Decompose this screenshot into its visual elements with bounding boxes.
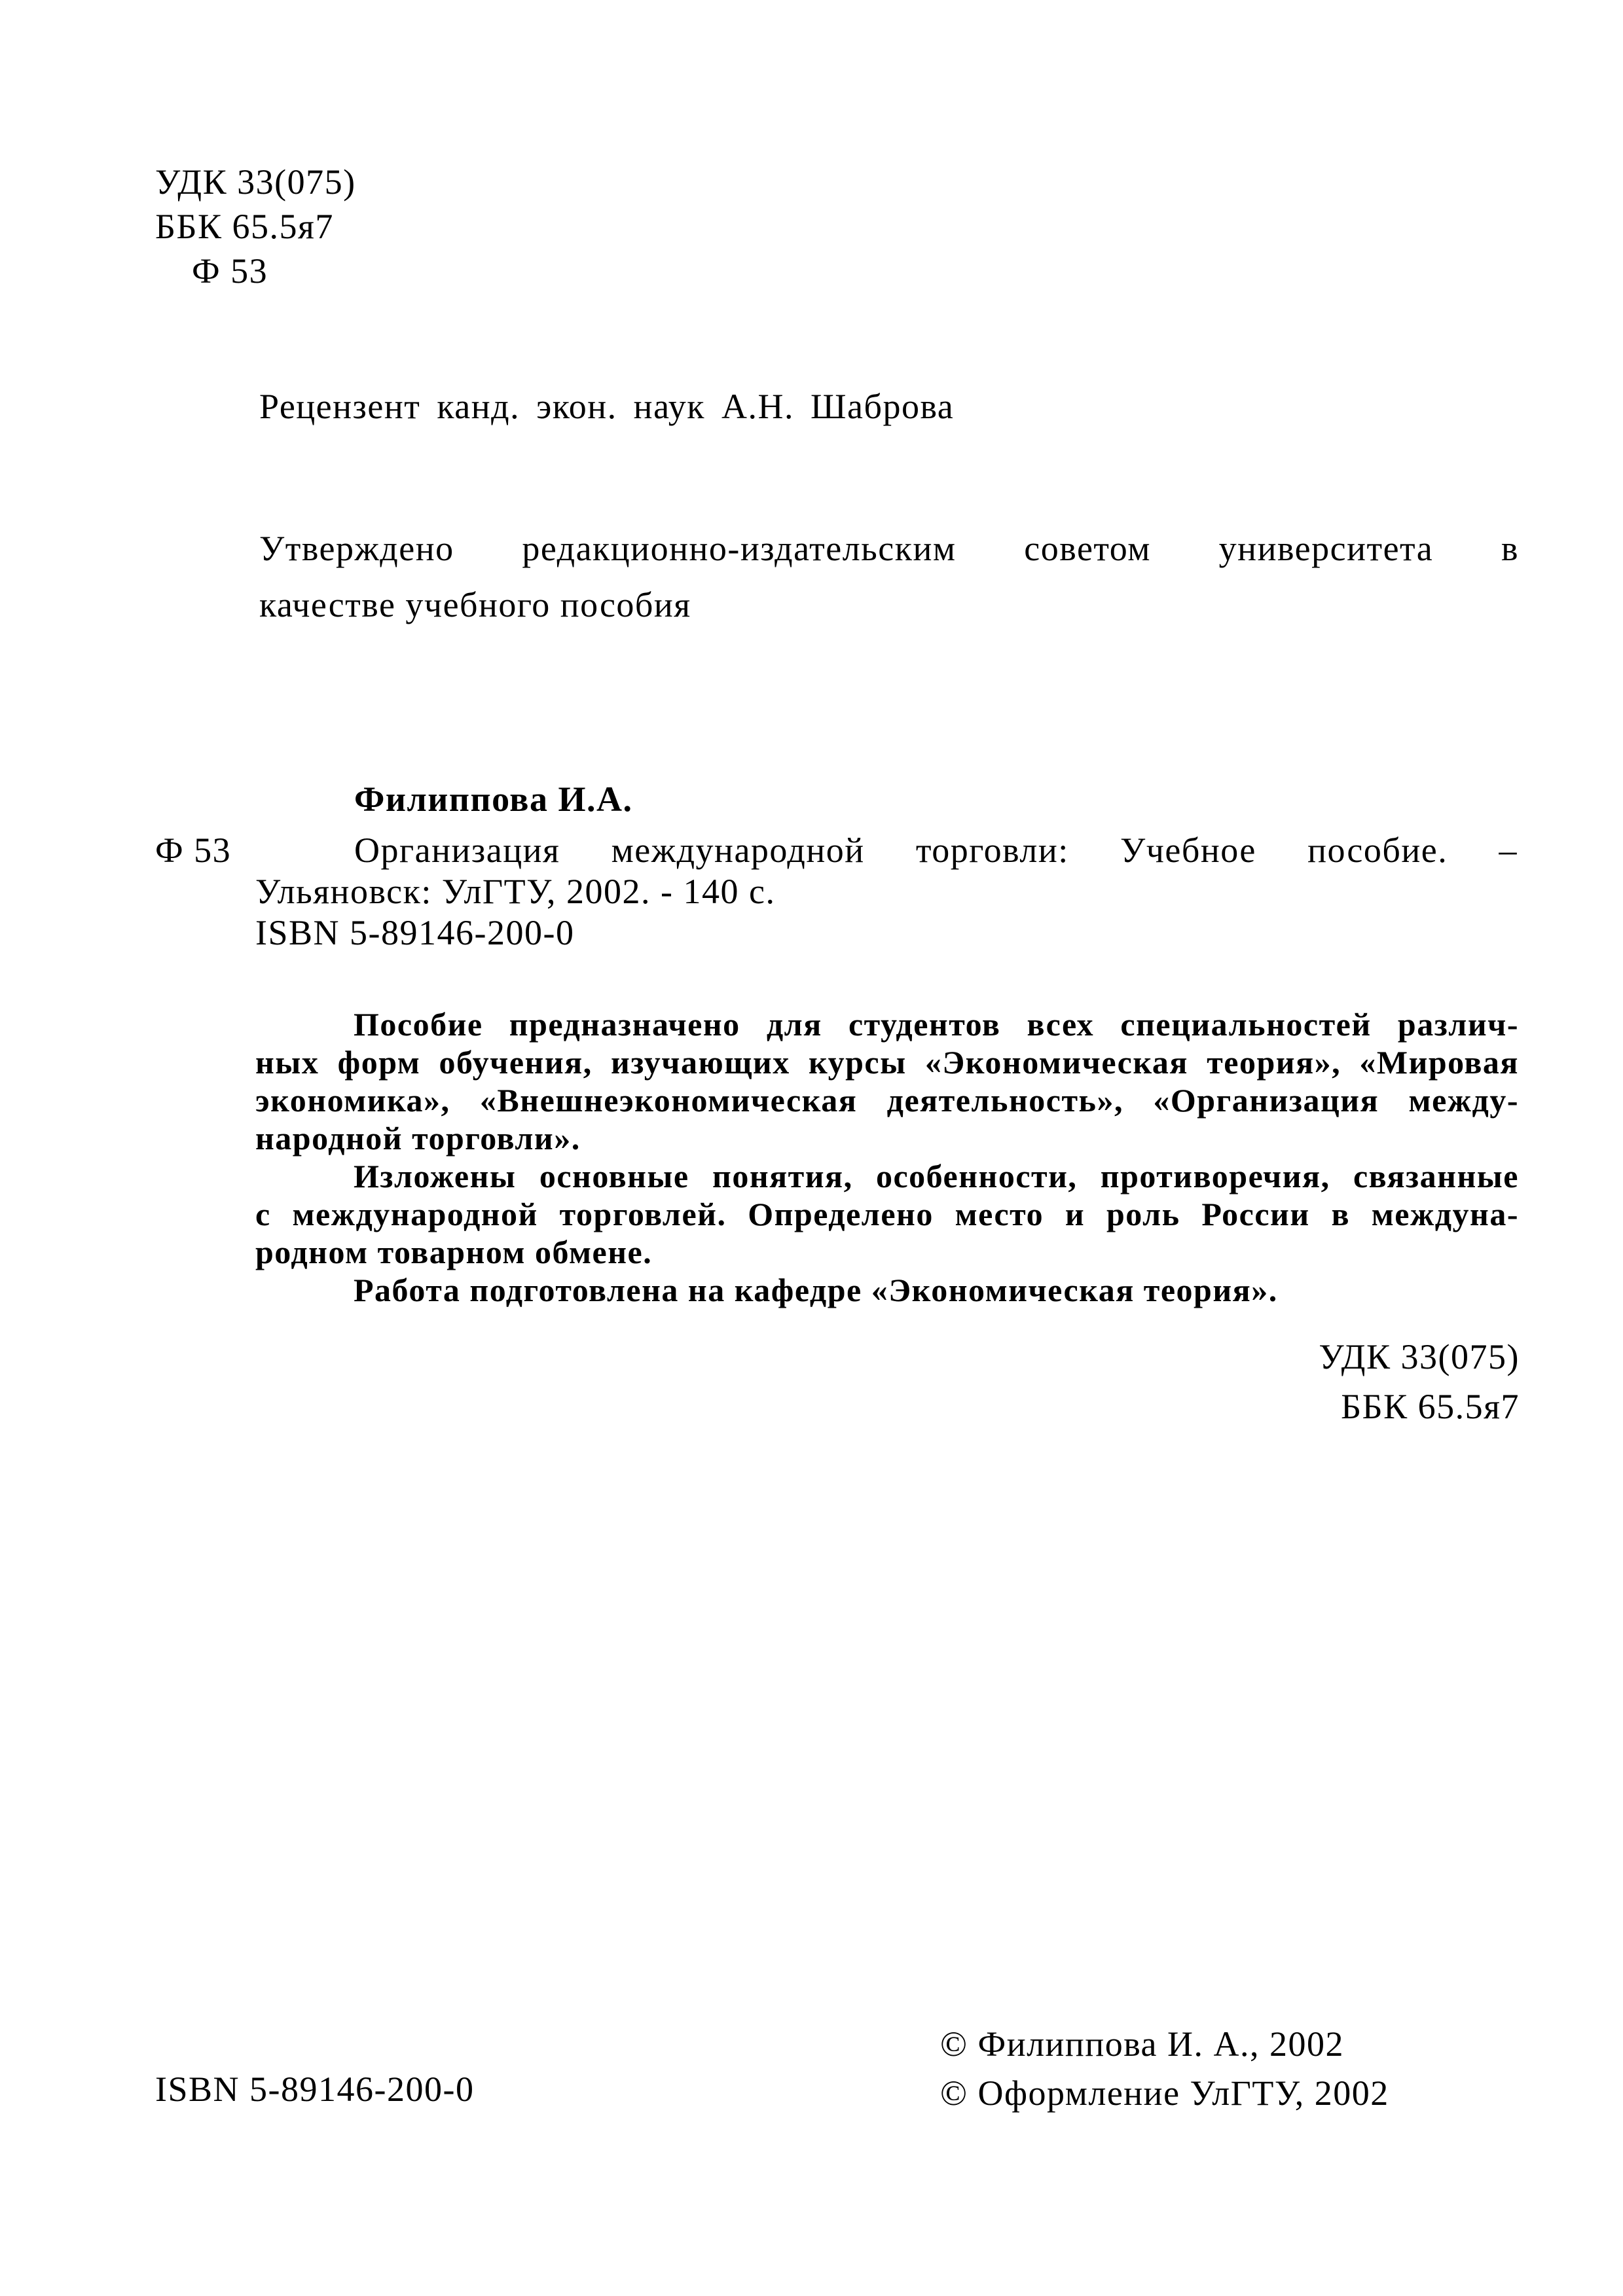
author-sign-top: Ф 53 [192,251,268,291]
approval-block [259,520,1519,633]
biblio-isbn: ISBN 5-89146-200-0 [255,913,575,952]
footer-isbn: ISBN 5-89146-200-0 [155,2070,475,2109]
biblio-author: Филиппова И.А. [354,780,633,819]
annotation-line: Изложены основные понятия, особенности, противоречия, связанные [354,1158,1519,1194]
copyright-block [940,2020,1389,2118]
biblio-title-line-1: Организация международной торговли: Учебное пособие. – [354,831,1518,870]
classification-block-top [155,160,356,293]
annotation-line: народной торговли». [255,1120,581,1157]
annotation-line: ных форм обучения, изучающих курсы «Экономическая теория», «Мировая [255,1044,1519,1081]
annotation-line: экономика», «Внешнеэкономическая деятельность», «Организация между- [255,1082,1519,1119]
classification-block-right [1319,1332,1520,1431]
bbk-right: ББК 65.5я7 [1341,1387,1520,1426]
biblio-title-line-2: Ульяновск: УлГТУ, 2002. - 140 с. [255,872,776,911]
reviewer-line: Рецензент канд. экон. наук А.Н. Шаброва [259,387,955,426]
bbk-top: ББК 65.5я7 [155,207,334,246]
author-sign-biblio: Ф 53 [155,831,232,870]
annotation-line: Работа подготовлена на кафедре «Экономическая теория». [354,1272,1278,1308]
annotation-line: с международной торговлей. Определено место и роль России в междуна- [255,1196,1519,1232]
udk-right: УДК 33(075) [1319,1337,1520,1376]
udk-top: УДК 33(075) [155,162,356,202]
copyright-author: © Филиппова И. А., 2002 [940,2024,1344,2064]
annotation-block [255,1005,1519,1309]
approval-line-1: Утверждено редакционно-издательским советом университета в [259,529,1519,568]
approval-line-2: качестве учебного пособия [259,585,691,624]
annotation-line: Пособие предназначено для студентов всех специальностей различ- [354,1006,1519,1043]
annotation-line: родном товарном обмене. [255,1234,653,1270]
copyright-design: © Оформление УлГТУ, 2002 [940,2073,1389,2113]
